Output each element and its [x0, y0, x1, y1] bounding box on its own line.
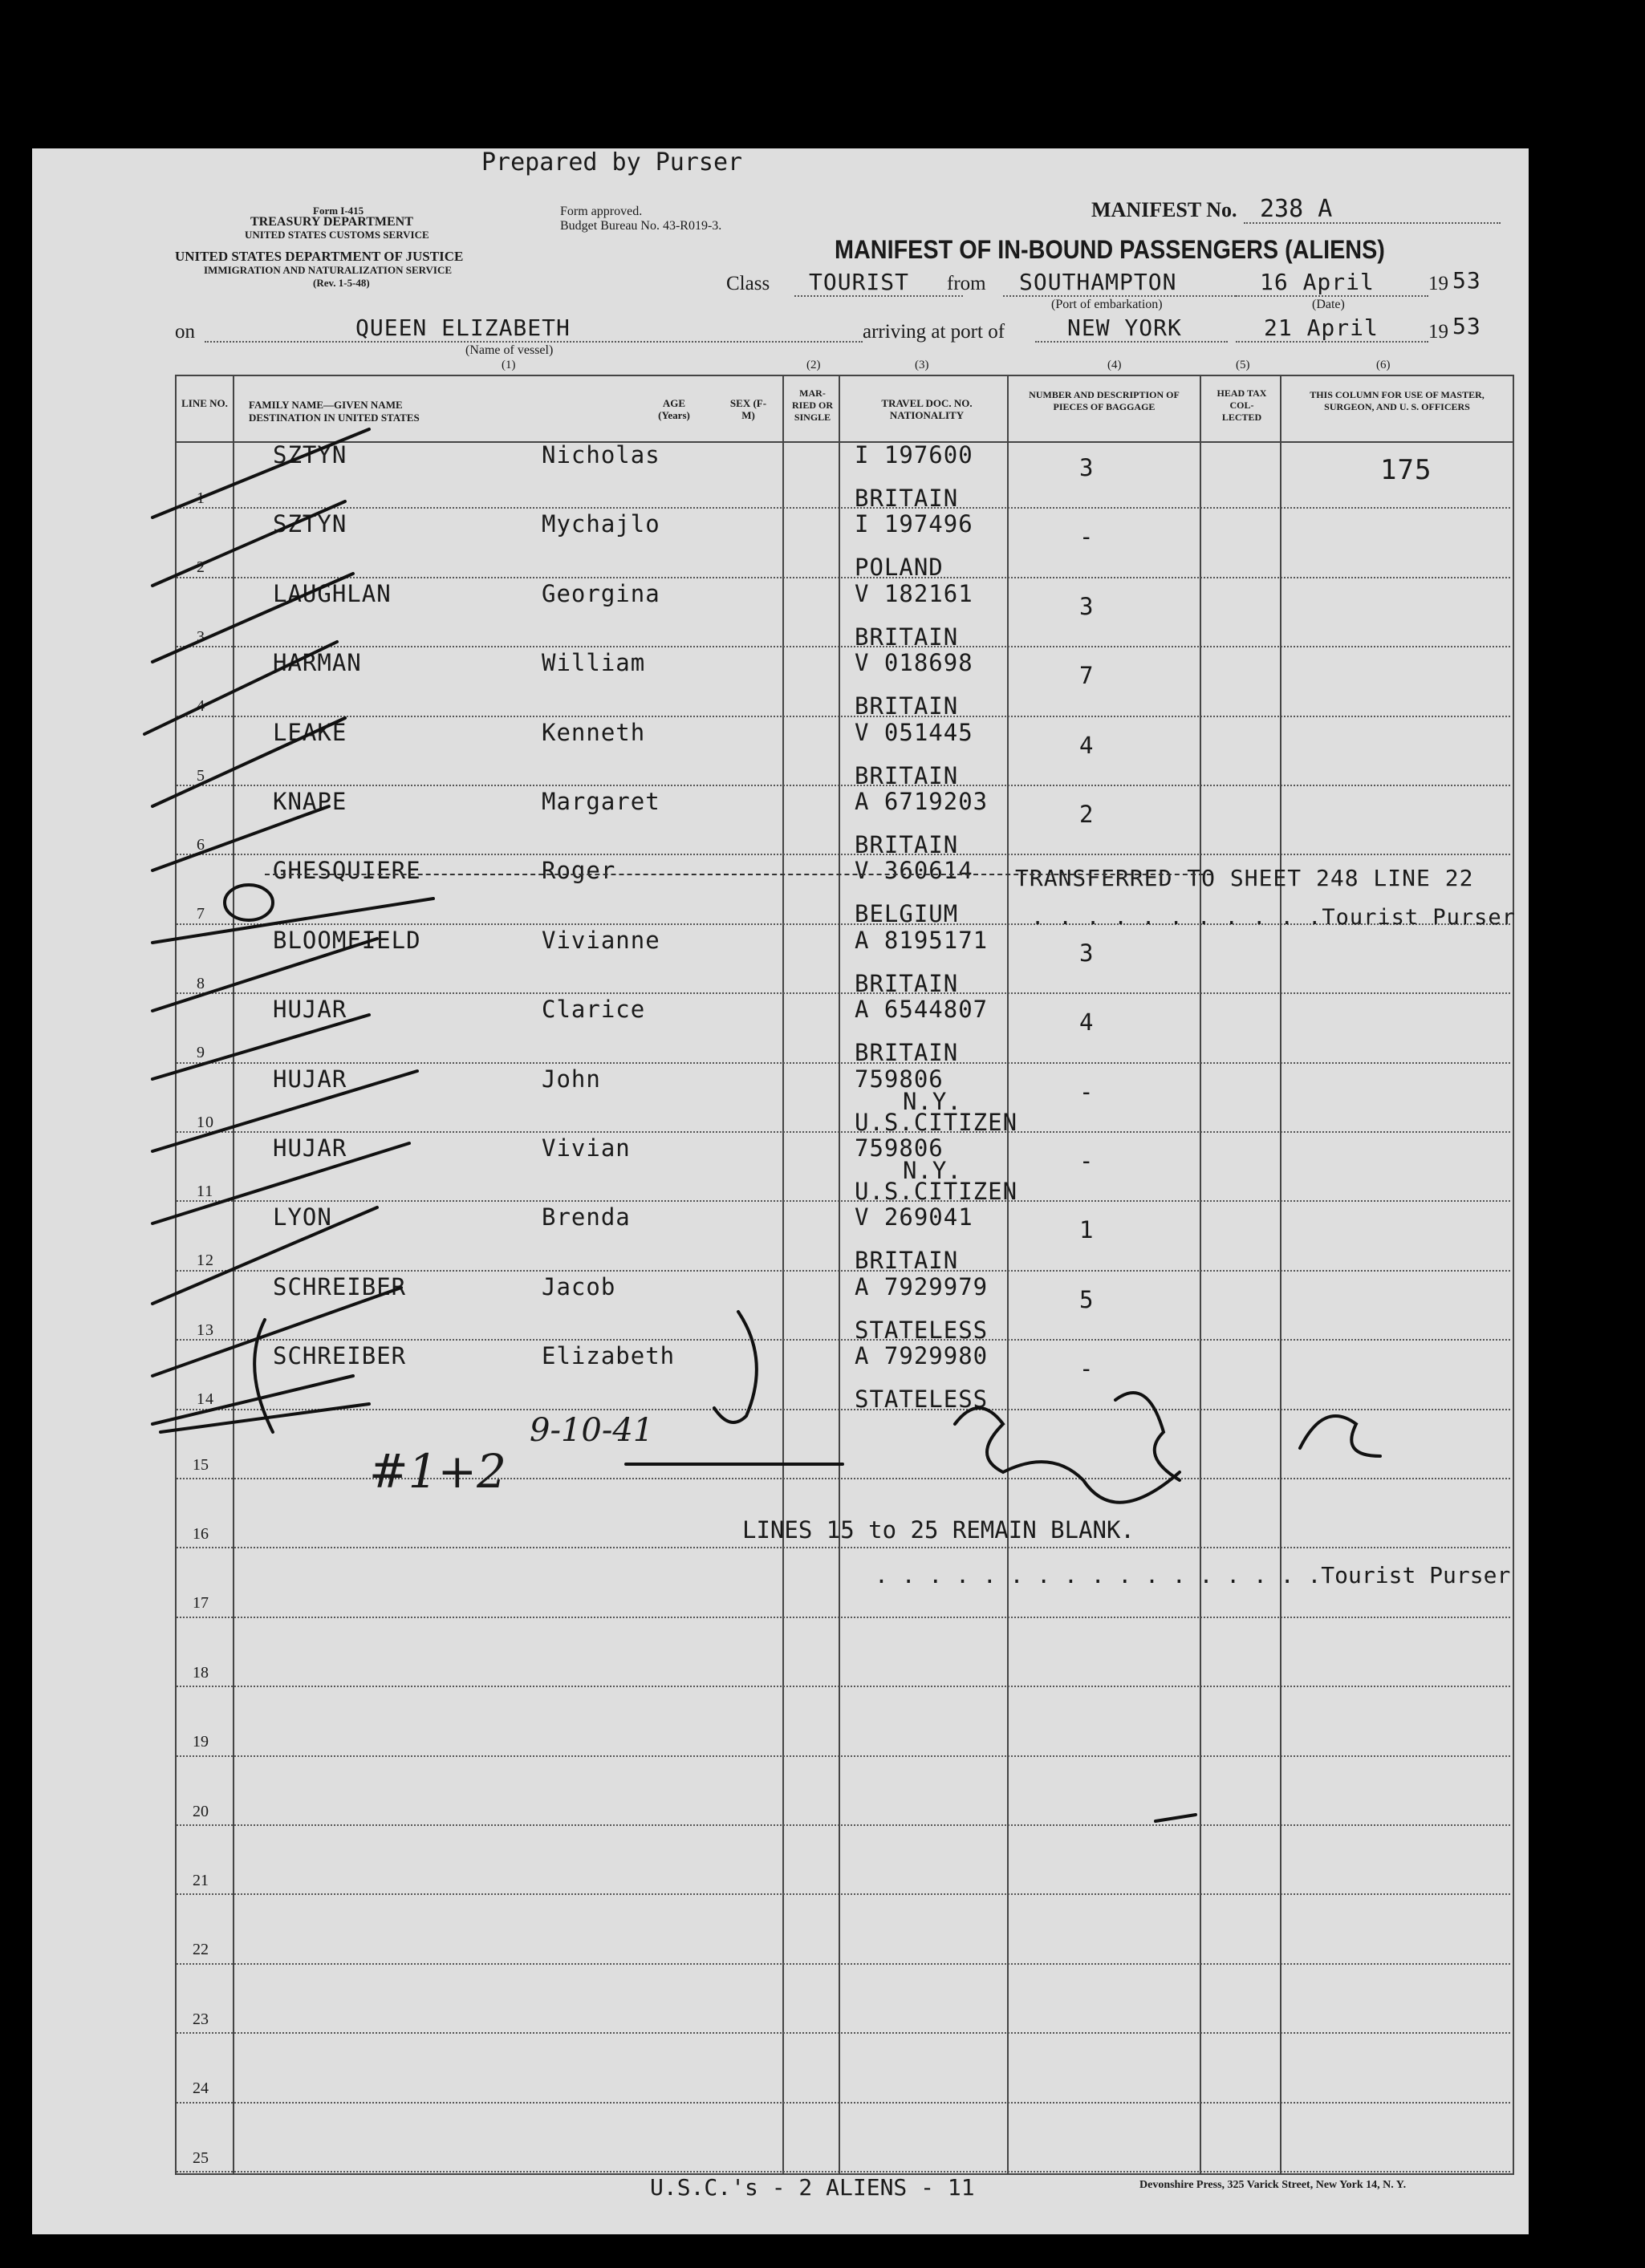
- line-number: 14: [197, 1390, 214, 1409]
- given-name: Mychajlo: [542, 510, 660, 538]
- baggage-count: -: [1079, 1355, 1095, 1383]
- baggage-count: 3: [1079, 454, 1095, 481]
- col-num-3: (3): [915, 359, 929, 371]
- baggage-count: 4: [1079, 731, 1095, 759]
- signature-stroke: [955, 1408, 1180, 1503]
- nationality: BRITAIN: [855, 969, 959, 997]
- manifest-no-label: MANIFEST No.: [1091, 198, 1237, 221]
- line-number: 5: [197, 766, 205, 785]
- hdr-officers: THIS COLUMN FOR USE OF MASTER, SURGEON, AND U. S. OFFICERS: [1310, 389, 1485, 412]
- check-mark: [152, 1288, 401, 1376]
- on-label: on: [175, 321, 195, 343]
- nationality: STATELESS: [855, 1386, 989, 1414]
- nationality: STATELESS: [855, 1316, 989, 1344]
- nationality: POLAND: [855, 554, 944, 582]
- signature-stroke: [1300, 1416, 1380, 1456]
- line-number: 16: [193, 1525, 209, 1543]
- line-number: 4: [197, 697, 205, 716]
- line-number: 8: [197, 974, 205, 992]
- year-arrival: 53: [1452, 313, 1481, 339]
- line-number: 23: [193, 2010, 209, 2028]
- baggage-count: -: [1079, 523, 1095, 551]
- nationality: U.S.CITIZEN: [855, 1108, 1018, 1136]
- signature-stroke: [714, 1312, 757, 1422]
- given-name: Roger: [542, 857, 616, 885]
- line-number: 13: [197, 1321, 214, 1339]
- nationality: BRITAIN: [855, 831, 959, 858]
- circle-mark: [225, 885, 273, 920]
- line-number: 22: [193, 1941, 209, 1959]
- baggage-count: 4: [1079, 1008, 1095, 1037]
- family-name: LEAKE: [273, 718, 347, 746]
- line-number: 19: [193, 1733, 209, 1751]
- prepared-by-note: Prepared by Purser: [481, 148, 743, 176]
- family-name: SZTYN: [273, 510, 347, 538]
- family-name: KNAPE: [273, 788, 347, 815]
- travel-doc: A 6719203: [855, 788, 989, 815]
- check-mark: [152, 1376, 353, 1424]
- handwritten-marks: [32, 148, 1529, 2234]
- date-departure: 16 April: [1260, 269, 1375, 295]
- vessel-caption: (Name of vessel): [465, 343, 554, 357]
- line-number: 11: [197, 1183, 214, 1200]
- handwritten-annotation: #1+2: [369, 1444, 506, 1499]
- line-number: 25: [193, 2148, 209, 2167]
- given-name: Georgina: [542, 579, 660, 607]
- given-name: Jacob: [542, 1272, 616, 1300]
- travel-doc: 759806: [855, 1134, 944, 1162]
- baggage-count: 7: [1079, 662, 1095, 690]
- class-value: TOURIST: [809, 269, 910, 295]
- check-mark: [152, 806, 329, 870]
- baggage-count: 2: [1079, 801, 1095, 828]
- hdr-baggage: NUMBER AND DESCRIPTION OF PIECES OF BAGGAGE: [1029, 389, 1180, 412]
- family-name: BLOOMFIELD: [273, 926, 421, 954]
- travel-doc: 759806: [855, 1065, 944, 1093]
- nationality: BRITAIN: [855, 692, 959, 720]
- check-mark: [152, 939, 377, 1011]
- nationality: BRITAIN: [855, 761, 959, 789]
- line-number: 15: [193, 1455, 209, 1474]
- hdr-travel: TRAVEL DOC. NO. NATIONALITY: [881, 397, 973, 421]
- check-mark: [152, 718, 345, 806]
- check-mark: [152, 501, 345, 586]
- family-name: GHESQUIERE: [273, 857, 421, 885]
- port-embark-caption: (Port of embarkation): [1051, 298, 1163, 311]
- given-name: Vivianne: [542, 926, 660, 954]
- nationality: U.S.CITIZEN: [855, 1178, 1018, 1205]
- travel-doc-city: N.Y.: [903, 1157, 962, 1184]
- baggage-count: 1: [1079, 1216, 1095, 1244]
- ins-service: IMMIGRATION AND NATURALIZATION SERVICE: [204, 264, 453, 276]
- justice-dept: UNITED STATES DEPARTMENT OF JUSTICE: [175, 249, 464, 264]
- given-name: Brenda: [542, 1203, 631, 1231]
- budget-bureau: Budget Bureau No. 43-R019-3.: [560, 219, 722, 233]
- travel-doc-city: N.Y.: [903, 1087, 962, 1115]
- form-approved: Form approved.: [560, 205, 643, 218]
- family-name: SCHREIBER: [273, 1342, 407, 1370]
- baggage-count: -: [1079, 1147, 1095, 1175]
- family-name: LAUGHLAN: [273, 579, 392, 607]
- footer-summary: U.S.C.'s - 2 ALIENS - 11: [650, 2174, 975, 2201]
- family-name: HUJAR: [273, 1134, 347, 1162]
- revision: (Rev. 1-5-48): [313, 277, 370, 289]
- check-mark: [152, 899, 433, 943]
- travel-doc: A 7929980: [855, 1342, 989, 1370]
- baggage-count: -: [1079, 1077, 1095, 1106]
- travel-doc: V 182161: [855, 579, 973, 607]
- line-number: 17: [193, 1594, 209, 1613]
- col-num-1: (1): [502, 359, 516, 371]
- col-num-4: (4): [1107, 359, 1122, 371]
- col-num-6: (6): [1376, 359, 1391, 371]
- vessel-name: QUEEN ELIZABETH: [355, 314, 571, 341]
- family-name: HUJAR: [273, 996, 347, 1024]
- hdr-line-no: LINE NO.: [181, 397, 228, 409]
- given-name: William: [542, 649, 646, 677]
- given-name: Nicholas: [542, 441, 660, 469]
- pen-stroke: [1156, 1815, 1196, 1821]
- line-number: 3: [197, 627, 205, 646]
- travel-doc: V 051445: [855, 718, 973, 746]
- line-number: 20: [193, 1802, 209, 1820]
- handwritten-date: 9-10-41: [530, 1412, 654, 1449]
- line-number: 6: [197, 836, 205, 854]
- family-name: SCHREIBER: [273, 1272, 407, 1300]
- hdr-head-tax: HEAD TAX COL-LECTED: [1216, 387, 1267, 423]
- nationality: BELGIUM: [855, 900, 959, 928]
- line-number: 2: [197, 558, 205, 577]
- hdr-destination: DESTINATION IN UNITED STATES: [249, 412, 420, 424]
- nationality: BRITAIN: [855, 1247, 959, 1275]
- line-number: 7: [197, 905, 205, 923]
- travel-doc: A 7929979: [855, 1272, 989, 1300]
- check-mark: [144, 642, 337, 734]
- form-number: Form I-415: [313, 205, 364, 217]
- nationality: BRITAIN: [855, 1039, 959, 1067]
- officer-note: 175: [1380, 454, 1432, 486]
- check-mark: [152, 1071, 417, 1151]
- given-name: Vivian: [542, 1134, 631, 1162]
- baggage-count: 5: [1079, 1285, 1095, 1313]
- given-name: Kenneth: [542, 718, 646, 746]
- arrival-port: NEW YORK: [1067, 314, 1182, 341]
- year-prefix-2: 19: [1428, 321, 1448, 343]
- hdr-sex: SEX (F-M): [729, 397, 767, 421]
- family-name: SZTYN: [273, 441, 347, 469]
- purser-signature-line: . . . . . . . . . . . . . . . . .Tourist Purser: [875, 1562, 1511, 1588]
- baggage-count: TRANSFERRED TO SHEET 248 LINE 22: [1015, 865, 1474, 892]
- travel-doc: I 197496: [855, 510, 973, 538]
- col-num-5: (5): [1236, 359, 1250, 371]
- class-label: Class: [726, 273, 770, 294]
- line-number: 18: [193, 1663, 209, 1682]
- check-mark: [152, 1207, 377, 1304]
- line-number: 10: [197, 1113, 214, 1131]
- date-caption: (Date): [1312, 298, 1345, 311]
- arriving-label: arriving at port of: [863, 321, 1005, 343]
- from-value: SOUTHAMPTON: [1019, 269, 1177, 295]
- line-number: 1: [197, 489, 205, 507]
- baggage-count: 3: [1079, 939, 1095, 967]
- nationality: BRITAIN: [855, 623, 959, 651]
- printer-credit: Devonshire Press, 325 Varick Street, New York 14, N. Y.: [1139, 2179, 1407, 2191]
- travel-doc: V 269041: [855, 1203, 973, 1231]
- hdr-age: AGE (Years): [658, 397, 690, 421]
- baggage-count: 3: [1079, 592, 1095, 620]
- family-name: LYON: [273, 1203, 332, 1231]
- given-name: Margaret: [542, 788, 660, 815]
- hdr-married: MAR-RIED OR SINGLE: [791, 387, 833, 423]
- date-arrival: 21 April: [1264, 314, 1379, 341]
- line-number: 12: [197, 1252, 214, 1270]
- transfer-note: . . . . . . . . . . .Tourist Purser: [1031, 905, 1516, 931]
- family-name: HUJAR: [273, 1065, 347, 1093]
- year-prefix-1: 19: [1428, 273, 1448, 294]
- col-num-2: (2): [806, 359, 821, 371]
- customs-service: UNITED STATES CUSTOMS SERVICE: [245, 229, 429, 241]
- travel-doc: A 8195171: [855, 926, 989, 954]
- line-number: 9: [197, 1044, 205, 1062]
- line-number: 24: [193, 2079, 209, 2098]
- nationality: BRITAIN: [855, 485, 959, 512]
- line-number: 21: [193, 1872, 209, 1889]
- blank-lines-note: LINES 15 to 25 REMAIN BLANK.: [742, 1516, 1135, 1544]
- given-name: Elizabeth: [542, 1342, 676, 1370]
- travel-doc: V 018698: [855, 649, 973, 677]
- family-name: HARMAN: [273, 649, 362, 677]
- signature-stroke: [1115, 1393, 1180, 1480]
- manifest-number: 238 A: [1260, 195, 1333, 223]
- given-name: John: [542, 1065, 601, 1093]
- from-label: from: [947, 273, 986, 294]
- given-name: Clarice: [542, 996, 646, 1024]
- travel-doc: I 197600: [855, 441, 973, 469]
- treasury-dept: TREASURY DEPARTMENT: [250, 215, 413, 229]
- manifest-sheet: [32, 148, 1529, 2234]
- check-mark: [152, 1015, 369, 1079]
- travel-doc: A 6544807: [855, 996, 989, 1024]
- year-departure: 53: [1452, 267, 1481, 294]
- travel-doc: V 360614: [855, 857, 973, 885]
- hdr-family: FAMILY NAME—GIVEN NAME: [249, 399, 403, 411]
- manifest-title: MANIFEST OF IN-BOUND PASSENGERS (ALIENS): [835, 235, 1385, 264]
